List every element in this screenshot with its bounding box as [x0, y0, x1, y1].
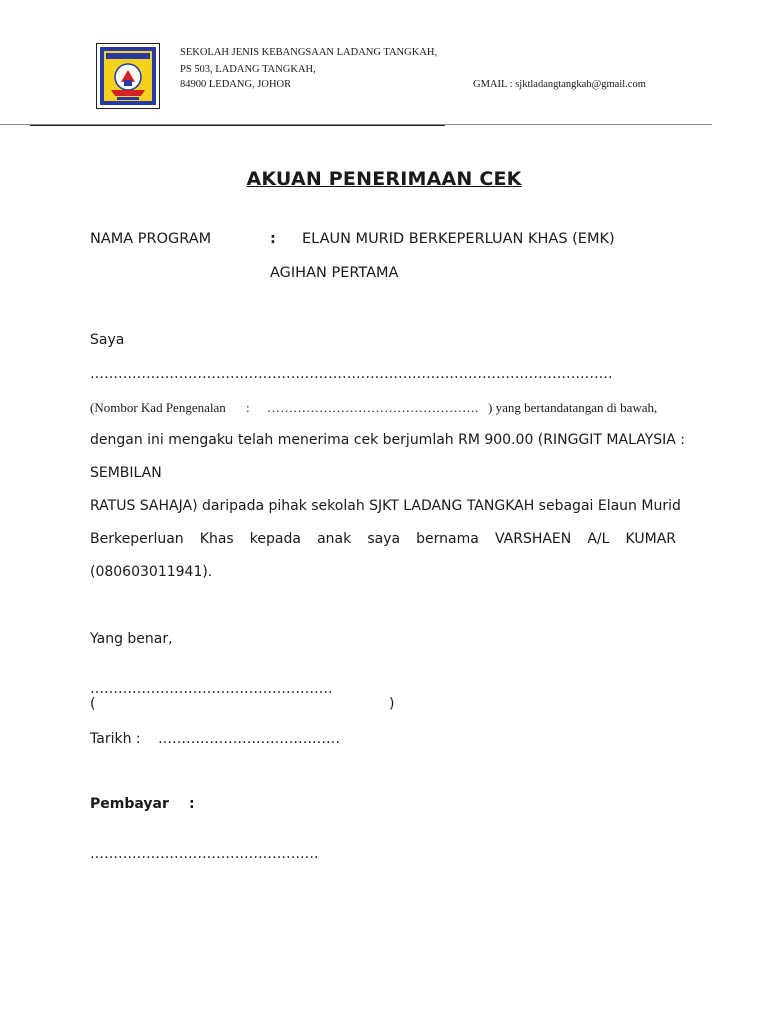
program-name: ELAUN MURID BERKEPERLUAN KHAS (EMK) — [302, 231, 615, 247]
header-divider-dark — [30, 125, 445, 126]
program-colon: : — [270, 231, 276, 247]
ic-blank: …………………………………………. — [267, 400, 479, 415]
payer-blank: …………………………………………. — [90, 846, 319, 862]
school-postcode-line: 84900 LEDANG, JOHOR — [180, 79, 292, 90]
document-title: AKUAN PENERIMAAN CEK — [246, 168, 522, 190]
payer-colon: : — [189, 796, 195, 812]
school-logo — [96, 43, 160, 109]
body-line: RATUS SAHAJA) daripada pihak sekolah SJKT LADANG TANGKAH sebagai Elaun Murid — [90, 498, 681, 514]
body-line: dengan ini mengaku telah menerima cek berjumlah RM 900.00 (RINGGIT MALAYSIA : — [90, 432, 686, 448]
closing-text: Yang benar, — [90, 631, 173, 647]
body-line: SEMBILAN — [90, 465, 162, 481]
date-label: Tarikh : — [90, 731, 141, 747]
declaration-paragraph — [90, 424, 686, 589]
school-crest-icon — [97, 44, 159, 108]
saya-text: Saya — [90, 332, 125, 348]
school-name: SEKOLAH JENIS KEBANGSAAN LADANG TANGKAH, — [180, 47, 438, 58]
program-label: NAMA PROGRAM — [90, 231, 212, 247]
program-phase: AGIHAN PERTAMA — [270, 265, 399, 281]
ic-suffix: ) yang bertandatangan di bawah, — [488, 400, 658, 415]
school-email: GMAIL : sjktladangtangkah@gmail.com — [473, 79, 646, 90]
ic-colon: : — [246, 400, 250, 415]
school-address-line: PS 503, LADANG TANGKAH, — [180, 64, 316, 75]
signature-blank: ……………………………………………. — [90, 681, 333, 697]
body-line: Berkeperluan Khas kepada anak saya bernama VARSHAEN A/L KUMAR — [90, 531, 676, 547]
body-line: (080603011941). — [90, 564, 213, 580]
name-blank: …………………………………………………………………………………………………. — [90, 366, 613, 382]
ic-prefix: (Nombor Kad Pengenalan — [90, 400, 226, 415]
payer-label: Pembayar — [90, 796, 169, 812]
name-paren-open: ( — [90, 696, 96, 712]
name-paren-close: ) — [389, 696, 395, 712]
date-blank: ………………………………… — [158, 731, 340, 747]
